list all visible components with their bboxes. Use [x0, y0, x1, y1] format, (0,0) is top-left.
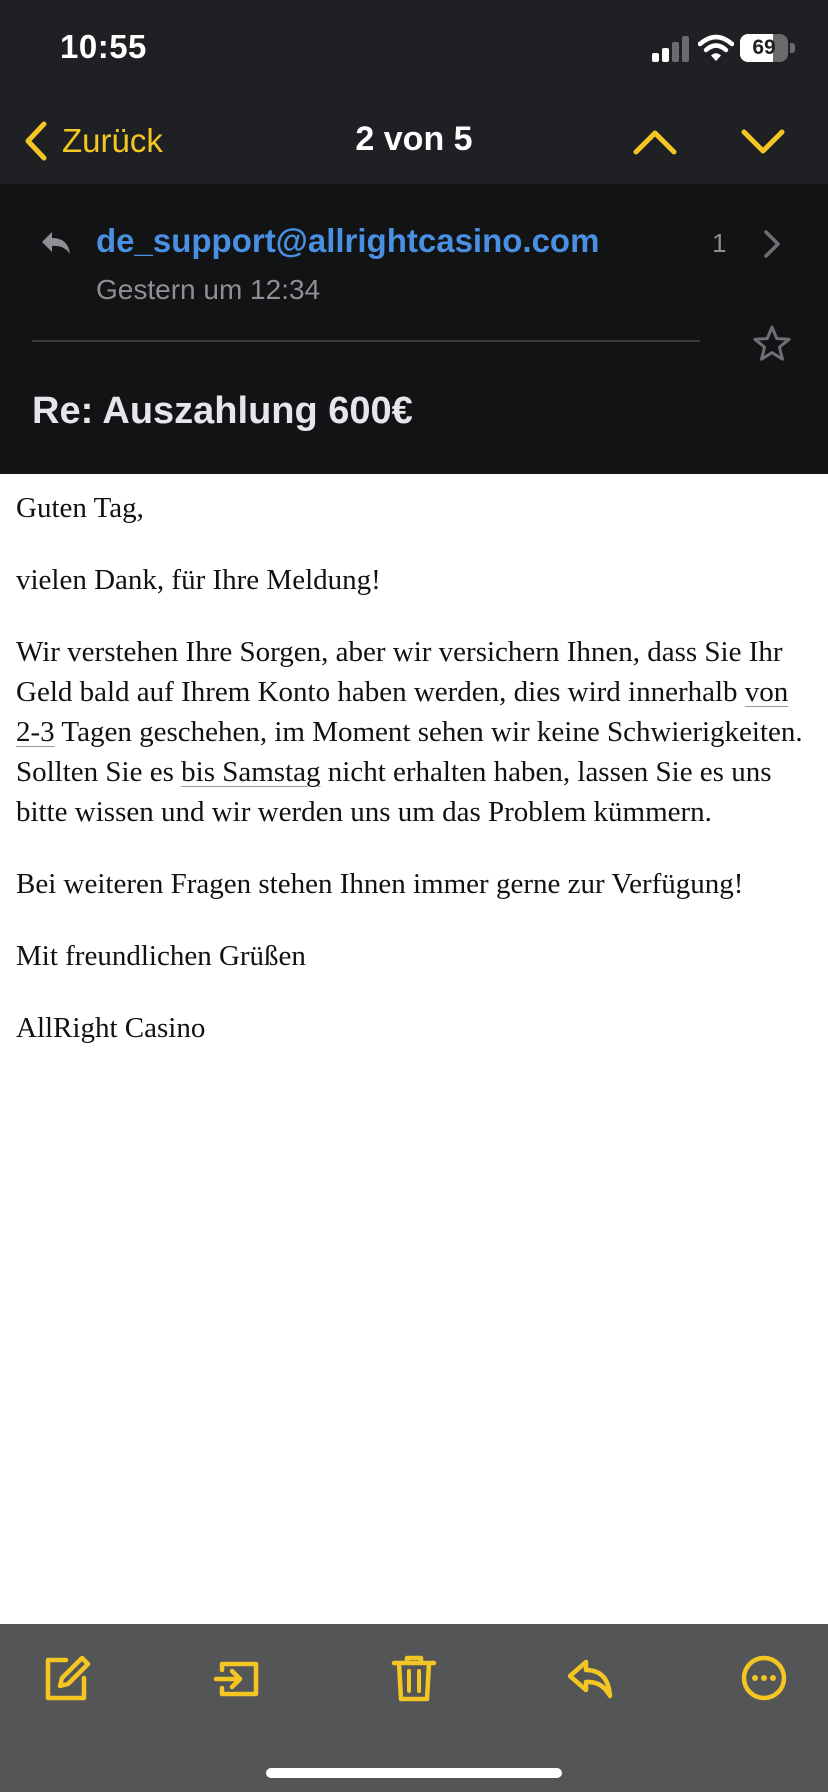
status-bar	[0, 0, 828, 100]
trash-icon	[388, 1652, 440, 1704]
wifi-icon	[698, 34, 734, 62]
move-to-folder-icon	[212, 1652, 264, 1704]
greeting: Guten Tag,	[16, 492, 144, 524]
header-divider	[32, 340, 700, 342]
compose-icon	[40, 1652, 92, 1704]
date-link[interactable]: bis Samstag	[181, 756, 321, 788]
more-icon	[738, 1652, 790, 1704]
chevron-down-icon[interactable]	[740, 122, 786, 162]
battery-icon	[740, 34, 796, 64]
sender-address[interactable]: de_support@allrightcasino.com	[96, 222, 600, 259]
body-text: nicht erhalten haben, lassen Sie es uns bitte wissen und wir werden uns um das Problem kümmern.	[16, 756, 772, 828]
battery-body	[740, 34, 788, 62]
home-indicator	[266, 1768, 562, 1778]
trash-button[interactable]	[388, 1652, 440, 1704]
bottom-toolbar	[0, 1624, 828, 1792]
mail-header	[0, 184, 828, 474]
body-paragraph: vielen Dank, für Ihre Meldung!	[16, 564, 381, 596]
chevron-left-icon	[22, 120, 50, 162]
back-button[interactable]	[22, 118, 163, 164]
star-icon[interactable]	[752, 324, 792, 362]
message-body	[16, 488, 816, 1080]
compose-button[interactable]	[40, 1652, 92, 1704]
message-subject: Re: Auszahlung 600€	[32, 390, 413, 432]
body-text: Wir verstehen Ihre Sorgen, aber wir versichern Ihnen, dass Sie Ihr Geld bald auf Ihrem Konto haben werden, dies wird innerhalb	[16, 636, 783, 708]
nav-bar	[0, 100, 828, 184]
battery-percent: 69	[752, 36, 776, 59]
chevron-up-icon[interactable]	[632, 122, 678, 162]
reply-button[interactable]	[564, 1652, 616, 1704]
move-button[interactable]	[212, 1652, 264, 1704]
battery-tip	[790, 43, 795, 53]
body-paragraph: Bei weiteren Fragen stehen Ihnen immer gerne zur Verfügung!	[16, 868, 744, 900]
reply-icon	[564, 1652, 616, 1704]
body-paragraph	[16, 632, 816, 832]
message-date: Gestern um 12:34	[96, 274, 321, 305]
signature: AllRight Casino	[16, 1012, 206, 1044]
message-position: 2 von 5	[355, 120, 473, 158]
closing: Mit freundlichen Grüßen	[16, 940, 306, 972]
status-time: 10:55	[60, 28, 147, 65]
date-link[interactable]: von 2-3	[16, 676, 789, 748]
chevron-right-icon[interactable]	[762, 228, 782, 260]
reply-arrow-icon	[40, 230, 72, 256]
cellular-signal-icon	[652, 36, 690, 62]
body-text: Tagen geschehen, im Moment sehen wir keine Schwierigkeiten. Sollten Sie es	[16, 716, 803, 788]
more-button[interactable]	[738, 1652, 790, 1704]
thread-count: 1	[712, 228, 727, 258]
back-label: Zurück	[62, 122, 163, 159]
